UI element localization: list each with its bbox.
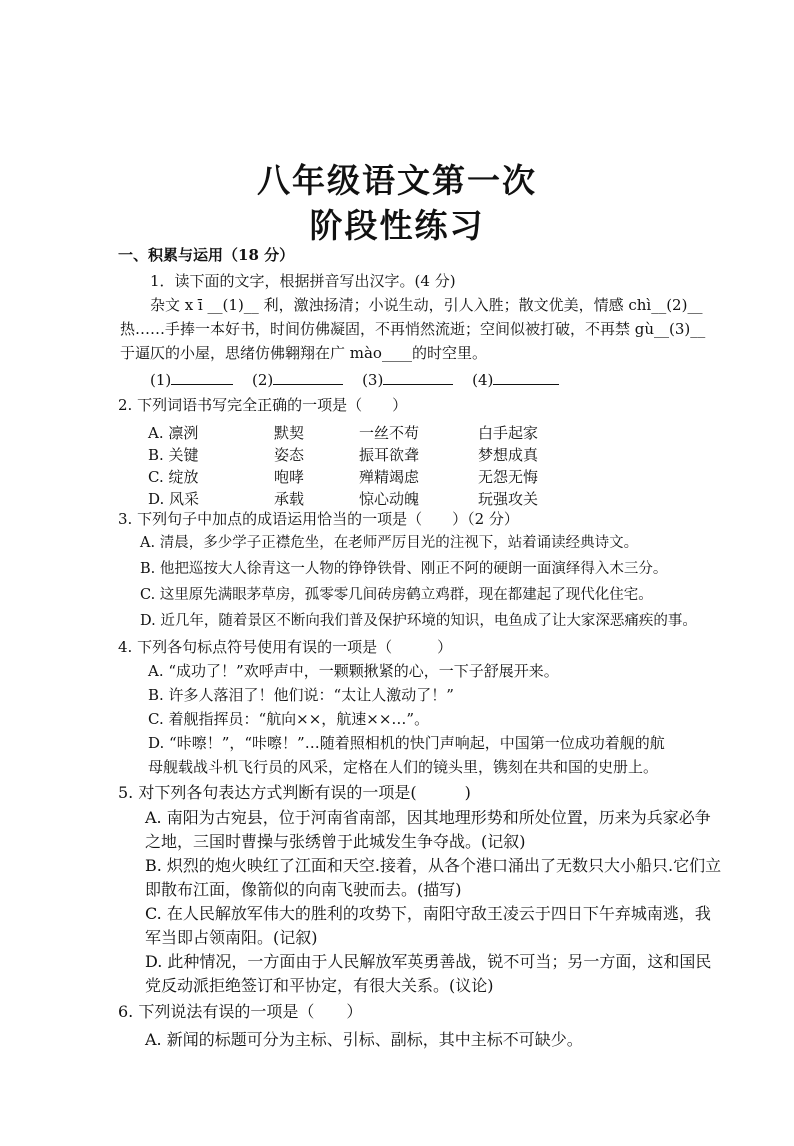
q3-option-b: B. 他把巡按大人徐青这一人物的铮铮铁骨、刚正不阿的硬朗一面演绎得入木三分。: [140, 561, 668, 577]
answer-label: (4): [472, 371, 494, 389]
q5-option-a-line1: A. 南阳为古宛县，位于河南省南部，因其地理形势和所处位置，历来为兵家必争: [145, 808, 711, 827]
option-c-word3: 殚精竭虑: [359, 468, 420, 486]
q4-stem: 4. 下列各句标点符号使用有误的一项是（ ）: [118, 638, 453, 656]
q5-option-d-line2: 党反动派拒绝签订和平协定，有很大关系。(议论): [145, 976, 494, 995]
option-a-word4: 白手起家: [478, 424, 539, 442]
q2-stem: 2. 下列词语书写完全正确的一项是（ ）: [118, 396, 408, 414]
option-a-word2: 默契: [274, 424, 305, 442]
answer-blank[interactable]: [171, 370, 233, 385]
option-d-word3: 惊心动魄: [359, 490, 420, 508]
option-c-word4: 无怨无悔: [478, 468, 539, 486]
q4-option-b: B. 许多人落泪了！他们说：“太让人激动了！”: [148, 686, 454, 704]
q4-option-d-line2: 母舰载战斗机飞行员的风采，定格在人们的镜头里，镌刻在共和国的史册上。: [148, 758, 659, 776]
q4-option-c: C. 着舰指挥员：“航向××，航速××…”。: [148, 710, 430, 728]
q4-option-d-line1: D. “咔嚓！”，“咔嚓！”…随着照相机的快门声响起，中国第一位成功着舰的航: [148, 734, 665, 752]
q4-option-a: A. “成功了！”欢呼声中，一颗颗揪紧的心，一下子舒展开来。: [148, 662, 559, 680]
answer-label: (3): [362, 371, 384, 389]
option-d-word2: 承载: [274, 490, 305, 508]
page-subtitle: 阶段性练习: [309, 206, 485, 245]
option-d-word4: 玩强攻关: [478, 490, 539, 508]
page-title: 八年级语文第一次: [257, 161, 537, 200]
q1-answer-row: [150, 370, 559, 390]
option-c-word2: 咆哮: [274, 468, 305, 486]
q6-option-a: A. 新闻的标题可分为主标、引标、副标，其中主标不可缺少。: [145, 1030, 583, 1049]
q3-option-a: A. 清晨，多少学子正襟危坐，在老师严厉目光的注视下，站着诵读经典诗文。: [140, 535, 639, 551]
q1-passage-line1: 杂文 x ī __(1)__ 利，激浊扬清；小说生动，引人入胜；散文优美，情感 chì__(2)__: [150, 296, 703, 314]
q5-option-b-line2: 即散布江面，像箭似的向南飞驶而去。(描写): [145, 880, 462, 899]
q5-option-d-line1: D. 此种情况，一方面由于人民解放军英勇善战，锐不可当；另一方面，这和国民: [145, 952, 712, 971]
option-d-word1: D. 风采: [148, 490, 200, 508]
answer-blank[interactable]: [493, 370, 559, 385]
q3-option-c: C. 这里原先满眼茅草房，孤零零几间砖房鹤立鸡群，现在都建起了现代化住宅。: [140, 587, 653, 603]
answer-blank[interactable]: [273, 370, 343, 385]
q5-option-c-line1: C. 在人民解放军伟大的胜利的攻势下，南阳守敌王凌云于四日下午弃城南逃，我: [145, 904, 711, 923]
option-b-word3: 振耳欲聋: [359, 446, 420, 464]
option-a-word3: 一丝不苟: [359, 424, 420, 442]
answer-label: (2): [252, 371, 274, 389]
option-a-word1: A. 凛洌: [148, 424, 199, 442]
option-c-word1: C. 绽放: [148, 468, 199, 486]
q6-stem: 6. 下列说法有误的一项是（ ）: [118, 1002, 363, 1021]
option-b-word4: 梦想成真: [478, 446, 539, 464]
section-header: 一、积累与运用（18 分）: [118, 246, 295, 264]
q1-passage-line2: 热……手捧一本好书，时间仿佛凝固，不再悄然流逝；空间似被打破，不再禁 gù__(3)__: [120, 320, 706, 338]
option-b-word2: 姿态: [274, 446, 305, 464]
option-b-word1: B. 关键: [148, 446, 199, 464]
q5-option-c-line2: 军当即占领南阳。(记叙): [145, 928, 318, 947]
q1-passage-line3: 于逼仄的小屋，思绪仿佛翱翔在广 mào____的时空里。: [120, 344, 487, 362]
q5-option-b-line1: B. 炽烈的炮火映红了江面和天空.接着，从各个港口涌出了无数只大小船只.它们立: [145, 856, 722, 875]
q5-stem: 5. 对下列各句表达方式判断有误的一项是( ): [118, 783, 471, 802]
answer-label: (1): [150, 371, 172, 389]
answer-blank[interactable]: [383, 370, 453, 385]
q5-option-a-line2: 之地，三国时曹操与张绣曾于此城发生争夺战。(记叙): [145, 832, 526, 851]
q1-stem: 1．读下面的文字，根据拼音写出汉字。(4 分): [150, 272, 456, 290]
q3-stem: 3. 下列句子中加点的成语运用恰当的一项是（ ）（2 分）: [118, 510, 519, 528]
q3-option-d: D. 近几年，随着景区不断向我们普及保护环境的知识，电鱼成了让大家深恶痛疾的事。: [140, 613, 697, 629]
